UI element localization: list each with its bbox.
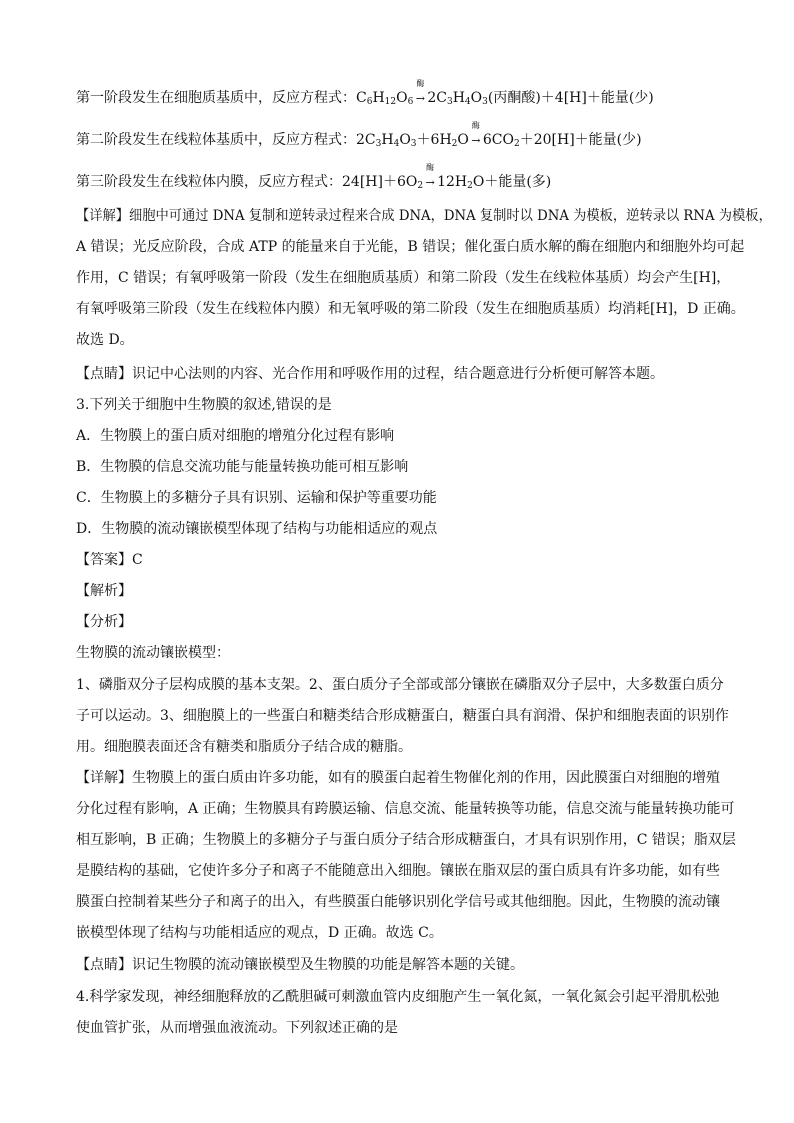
stage3-prefix: 第三阶段发生在线粒体内膜，反应方程式：24[H]＋6O xyxy=(76,174,418,190)
text-line: 【点睛】识记生物膜的流动镶嵌模型及生物膜的功能是解答本题的关键。 xyxy=(76,957,524,973)
formula-text: 6CO xyxy=(482,132,514,148)
stage3-suffix: O＋能量(多) xyxy=(472,174,552,190)
text-line: 分化过程有影响，A 正确；生物膜具有跨膜运输、信息交流、能量转换等功能，信息交流与能量转换功能可 xyxy=(76,801,735,817)
stage3-equation xyxy=(76,163,552,193)
subscript: 4 xyxy=(464,97,471,107)
reaction-arrow-icon: → xyxy=(415,92,425,105)
formula-text: O xyxy=(396,90,408,106)
subscript: 6 xyxy=(366,97,373,107)
stage2-suffix: ＋20[H]＋能量(少) xyxy=(519,132,642,148)
text-line: 是膜结构的基础，它使许多分子和离子不能随意出入细胞。镶嵌在脂双层的蛋白质具有许多功能，如有些 xyxy=(76,863,720,879)
subscript: 6 xyxy=(407,97,414,107)
enzyme-label: 酶 xyxy=(426,163,435,172)
enzyme-arrow xyxy=(469,121,483,151)
stage1-equation xyxy=(76,79,654,109)
text-line: 用。细胞膜表面还含有糖类和脂质分子结合成的糖脂。 xyxy=(76,739,412,755)
subscript: 2 xyxy=(417,181,424,191)
text-line: 【详解】生物膜上的蛋白质由许多功能，如有的膜蛋白起着生物催化剂的作用，因此膜蛋白对细胞的增殖 xyxy=(76,770,720,786)
text-line: 子可以运动。3、细胞膜上的一些蛋白和糖类结合形成糖蛋白，糖蛋白具有润滑、保护和细胞表面的识别作 xyxy=(76,708,729,724)
analysis-heading: 【解析】 xyxy=(76,583,132,599)
option-a: A．生物膜上的蛋白质对细胞的增殖分化过程有影响 xyxy=(76,428,395,444)
analysis-subheading: 【分析】 xyxy=(76,614,132,630)
question-stem: 3.下列关于细胞中生物膜的叙述,错误的是 xyxy=(76,397,332,413)
enzyme-label: 酶 xyxy=(416,79,425,88)
formula-text: O xyxy=(457,132,469,148)
text-line: 【点睛】识记中心法则的内容、光合作用和呼吸作用的过程，结合题意进行分析便可解答本题。 xyxy=(76,366,664,382)
formula-text: O xyxy=(399,132,411,148)
text-line: A 错误；光反应阶段，合成 ATP 的能量来自于光能，B 错误；催化蛋白质水解的酶在细胞内和细胞外均可起 xyxy=(76,239,745,255)
subscript: 3 xyxy=(482,97,488,107)
formula-text: ＋6H xyxy=(416,132,452,148)
formula-text: H xyxy=(372,90,385,106)
formula-text: H xyxy=(452,90,465,106)
text-line: 生物膜的流动镶嵌模型： xyxy=(76,645,230,661)
question-stem: 使血管扩张，从而增强血液流动。下列叙述正确的是 xyxy=(76,1020,398,1036)
formula-text: O xyxy=(470,90,483,106)
subscript: 12 xyxy=(384,97,397,107)
text-line: 有氧呼吸第三阶段（发生在线粒体内膜）和无氧呼吸的第二阶段（发生在细胞质基质）均消耗[H]，D 正确。 xyxy=(76,301,745,317)
subscript: 4 xyxy=(393,139,400,149)
text-line: 嵌模型体现了结构与功能相适应的观点，D 正确。故选 C。 xyxy=(76,925,443,941)
text-line: 【详解】细胞中可通过 DNA 复制和逆转录过程来合成 DNA，DNA 复制时以 DNA 为模板，逆转录以 RNA 为模板， xyxy=(76,208,772,224)
stage1-prefix: 第一阶段发生在细胞质基质中，反应方程式：C xyxy=(76,90,367,106)
option-b: B．生物膜的信息交流功能与能量转换功能可相互影响 xyxy=(76,459,409,475)
text-line: 相互影响，B 正确；生物膜上的多糖分子与蛋白质分子结合形成糖蛋白，才具有识别作用，C 错误；脂双层 xyxy=(76,832,736,848)
subscript: 3 xyxy=(446,97,453,107)
formula-text: 12H xyxy=(437,174,468,190)
option-d: D．生物膜的流动镶嵌模型体现了结构与功能相适应的观点 xyxy=(76,521,438,537)
text-line: 作用，C 错误；有氧呼吸第一阶段（发生在细胞质基质）和第二阶段（发生在线粒体基质）均会产生[H]， xyxy=(76,270,731,286)
stage1-suffix: (丙酮酸)＋4[H]＋能量(少) xyxy=(487,90,654,106)
stage2-prefix: 第二阶段发生在线粒体基质中，反应方程式：2C xyxy=(76,132,376,148)
reaction-arrow-icon: → xyxy=(425,176,435,189)
enzyme-arrow xyxy=(423,163,437,193)
subscript: 3 xyxy=(410,139,417,149)
text-line: 膜蛋白控制着某些分子和离子的出入，有些膜蛋白能够识别化学信号或其他细胞。因此，生物膜的流动镶 xyxy=(76,894,720,910)
subscript: 3 xyxy=(375,139,382,149)
enzyme-arrow xyxy=(413,79,427,109)
formula-text: H xyxy=(381,132,394,148)
subscript: 2 xyxy=(451,139,458,149)
stage2-equation xyxy=(76,121,642,151)
question-stem: 4.科学家发现，神经细胞释放的乙酰胆碱可刺激血管内皮细胞产生一氧化氮，一氧化氮会引起平滑肌松弛 xyxy=(76,989,720,1005)
formula-text: 2C xyxy=(427,90,447,106)
enzyme-label: 酶 xyxy=(471,121,480,130)
answer-line: 【答案】C xyxy=(76,552,143,568)
text-line: 故选 D。 xyxy=(76,332,134,348)
option-c: C．生物膜上的多糖分子具有识别、运输和保护等重要功能 xyxy=(76,490,437,506)
subscript: 2 xyxy=(513,139,520,149)
reaction-arrow-icon: → xyxy=(471,134,481,147)
subscript: 2 xyxy=(467,181,473,191)
text-line: 1、磷脂双分子层构成膜的基本支架。2、蛋白质分子全部或部分镶嵌在磷脂双分子层中，大多数蛋白质分 xyxy=(76,677,724,693)
